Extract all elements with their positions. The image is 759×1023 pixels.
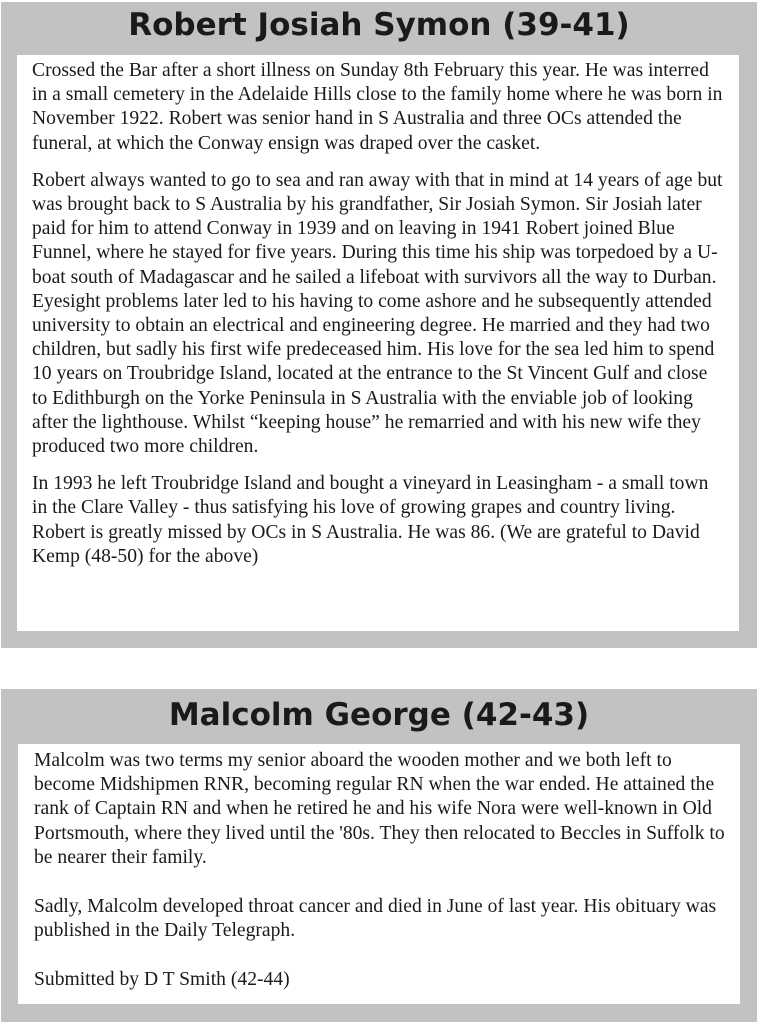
obituary-paragraph: Sadly, Malcolm developed throat cancer and died in June of last year. His obituary was published in the Daily Telegraph. bbox=[34, 895, 717, 941]
obituary-paragraph: Crossed the Bar after a short illness on Sunday 8th February this year. He was interred in a small cemetery in the Adelaide Hills close to the family home where he was born in November 1922. Robert was senior hand in S Australia and three OCs attended the funeral, at which the Conway ensign was draped over the casket. bbox=[32, 60, 723, 154]
obituary-paragraph: Robert always wanted to go to sea and ran away with that in mind at 14 years of age but was brought back to S Australia by his grandfather, Sir Josiah Symon. Sir Josiah later paid for him to attend Conway in 1939 and on leaving in 1941 Robert joined Blue Funnel, where he stayed for five years. During this time his ship was torpedoed by a U-boat south of Madagascar and he sailed a lifeboat with survivors all the way to Durban. Eyesight problems later led to his having to come ashore and he subsequently attended university to obtain an electrical and engineering degree. He married and they had two children, but sadly his first wife predeceased him. His love for the sea led him to spend 10 years on Troubridge Island, located at the entrance to the St Vincent Gulf and close to Edithburgh on the Yorke Peninsula in S Australia with the enviable job of looking after the lighthouse. Whilst “keeping house” he remarried and with his new wife they produced two more children. bbox=[32, 169, 723, 458]
obituary-paragraph: In 1993 he left Troubridge Island and bought a vineyard in Leasingham - a small town in the Clare Valley - thus satisfying his love of growing grapes and country living. Robert is greatly missed by OCs in S Australia. He was 86. (We are grateful to David Kemp (48-50) for the above) bbox=[32, 473, 709, 567]
obituary-paragraph: Malcolm was two terms my senior aboard the wooden mother and we both left to become Midshipmen RNR, becoming regular RN when the war ended. He attained the rank of Captain RN and when he retired he and his wife Nora were well-known in Old Portsmouth, where they lived until the '80s. They then relocated to Beccles in Suffolk to be nearer their family. bbox=[34, 750, 725, 868]
obituary-submitter: Submitted by D T Smith (42-44) bbox=[34, 968, 290, 990]
obituary-panel-robert-symon bbox=[1, 2, 757, 648]
obituary-body bbox=[18, 744, 740, 1004]
obituary-body bbox=[17, 55, 739, 631]
obituary-title: Robert Josiah Symon (39-41) bbox=[128, 7, 630, 43]
obituary-title: Malcolm George (42-43) bbox=[168, 697, 590, 733]
obituary-panel-malcolm-george bbox=[1, 689, 757, 1022]
